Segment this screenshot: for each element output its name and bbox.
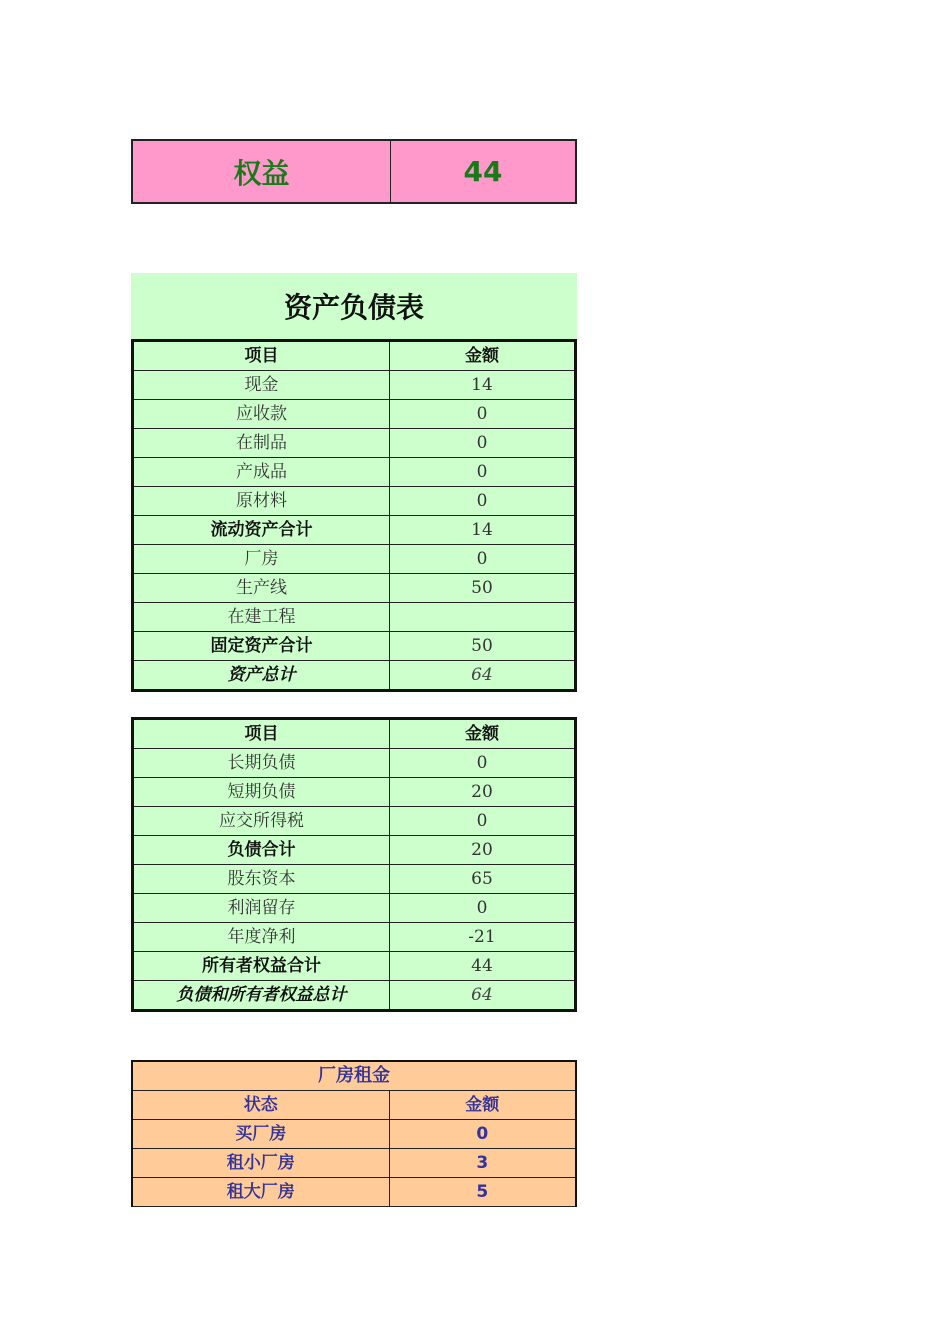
rent-table: [131, 1060, 577, 1207]
table-header-row: [133, 341, 576, 371]
row-label: 租小厂房: [132, 1149, 389, 1178]
table-row: [133, 371, 576, 400]
table-row: [132, 1149, 576, 1178]
column-header-item: 项目: [133, 341, 390, 371]
column-header-item: 项目: [133, 719, 390, 749]
table-row: [133, 865, 576, 894]
rent-title-row: [132, 1061, 576, 1091]
column-header-amount: 金额: [389, 1091, 576, 1120]
row-value: 14: [390, 516, 576, 545]
row-value: 50: [390, 574, 576, 603]
row-value: 64: [390, 981, 576, 1011]
table-row: [133, 429, 576, 458]
column-header-amount: 金额: [390, 719, 576, 749]
column-header-status: 状态: [132, 1091, 389, 1120]
row-value: 14: [390, 371, 576, 400]
row-label: 负债和所有者权益总计: [133, 981, 390, 1011]
row-value: 0: [390, 487, 576, 516]
table-row: [133, 807, 576, 836]
table-row: [132, 1120, 576, 1149]
row-label: 产成品: [133, 458, 390, 487]
row-label: 租大厂房: [132, 1178, 389, 1207]
rent-title: 厂房租金: [132, 1061, 576, 1091]
row-label: 应收款: [133, 400, 390, 429]
table-row: [133, 603, 576, 632]
row-value: 44: [390, 952, 576, 981]
row-label: 资产总计: [133, 661, 390, 691]
row-value: 0: [390, 807, 576, 836]
table-row: [133, 778, 576, 807]
table-row: [133, 487, 576, 516]
row-value: [390, 603, 576, 632]
table-row: [133, 632, 576, 661]
table-row: [133, 749, 576, 778]
row-value: 50: [390, 632, 576, 661]
assets-table: [131, 339, 577, 692]
row-label: 负债合计: [133, 836, 390, 865]
row-value: 5: [389, 1178, 576, 1207]
table-row: [133, 400, 576, 429]
row-value: 20: [390, 778, 576, 807]
equity-label: 权益: [133, 141, 391, 202]
row-label: 长期负债: [133, 749, 390, 778]
table-row: [133, 952, 576, 981]
row-value: 65: [390, 865, 576, 894]
table-row: [133, 661, 576, 691]
table-row: [133, 516, 576, 545]
table-row: [133, 923, 576, 952]
row-value: 0: [390, 545, 576, 574]
row-label: 在制品: [133, 429, 390, 458]
row-value: 0: [390, 429, 576, 458]
row-value: 0: [390, 400, 576, 429]
table-row: [133, 545, 576, 574]
equity-value: 44: [463, 155, 503, 188]
table-row: [133, 894, 576, 923]
row-label: 原材料: [133, 487, 390, 516]
row-label: 股东资本: [133, 865, 390, 894]
row-label: 所有者权益合计: [133, 952, 390, 981]
row-label: 短期负债: [133, 778, 390, 807]
row-label: 买厂房: [132, 1120, 389, 1149]
row-label: 利润留存: [133, 894, 390, 923]
row-label: 现金: [133, 371, 390, 400]
balance-sheet-title: 资产负债表: [131, 273, 577, 339]
row-value: 0: [389, 1120, 576, 1149]
liabilities-table: [131, 717, 577, 1012]
row-value: 0: [390, 749, 576, 778]
column-header-amount: 金额: [390, 341, 576, 371]
row-value: 20: [390, 836, 576, 865]
table-row: [132, 1178, 576, 1207]
table-header-row: [133, 719, 576, 749]
table-row: [133, 981, 576, 1011]
table-header-row: [132, 1091, 576, 1120]
table-row: [133, 458, 576, 487]
row-label: 应交所得税: [133, 807, 390, 836]
equity-summary: [131, 139, 577, 204]
row-label: 在建工程: [133, 603, 390, 632]
table-row: [133, 574, 576, 603]
row-label: 流动资产合计: [133, 516, 390, 545]
row-value: 0: [390, 894, 576, 923]
row-value: -21: [390, 923, 576, 952]
row-value: 0: [390, 458, 576, 487]
row-value: 64: [390, 661, 576, 691]
row-label: 生产线: [133, 574, 390, 603]
table-row: [133, 836, 576, 865]
row-label: 固定资产合计: [133, 632, 390, 661]
row-value: 3: [389, 1149, 576, 1178]
row-label: 年度净利: [133, 923, 390, 952]
row-label: 厂房: [133, 545, 390, 574]
